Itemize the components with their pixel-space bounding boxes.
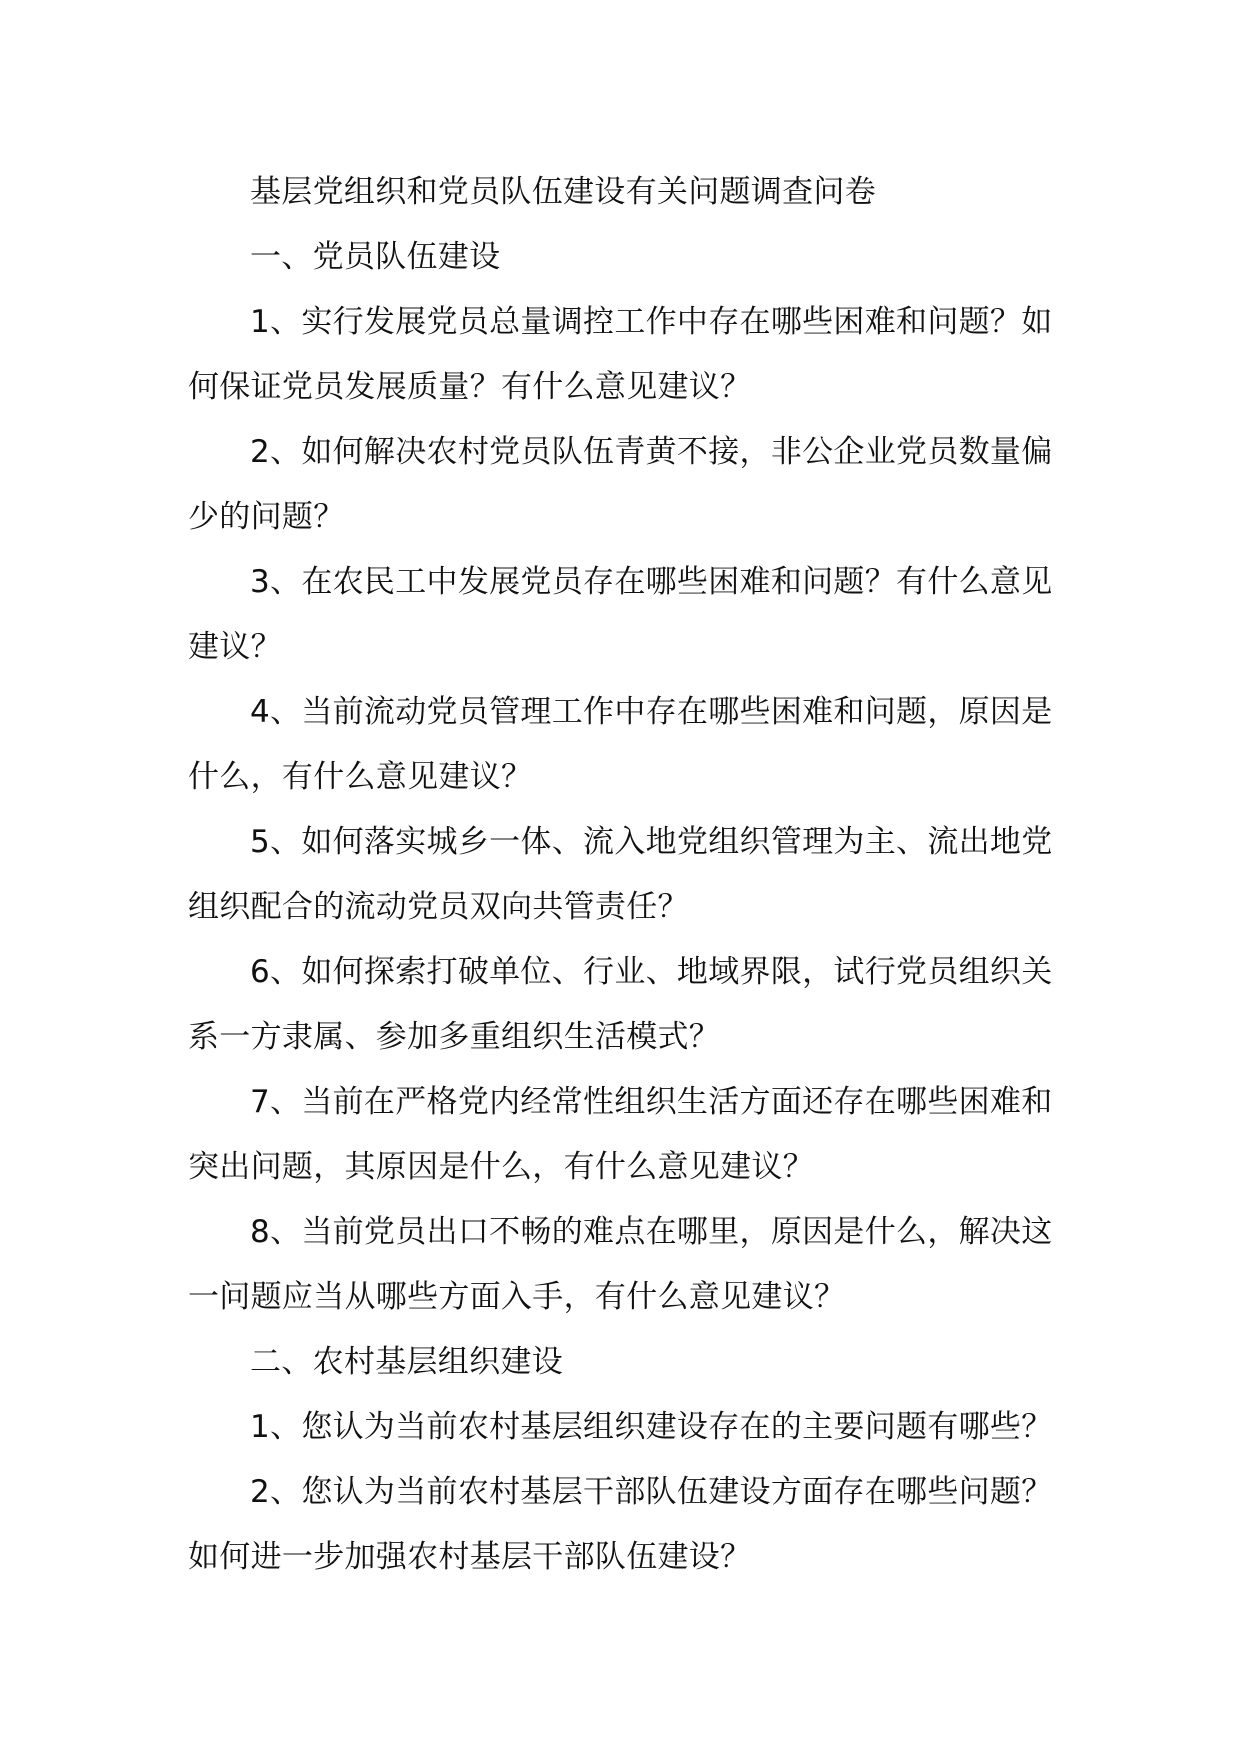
question-1-4: 4、当前流动党员管理工作中存在哪些困难和问题，原因是什么，有什么意见建议？ <box>188 694 1053 795</box>
section-heading-2: 二、农村基层组织建设 <box>250 1344 563 1380</box>
document-body <box>188 160 1066 1590</box>
question-1-2: 2、如何解决农村党员队伍青黄不接，非公企业党员数量偏少的问题？ <box>188 434 1053 535</box>
question-1-6: 6、如何探索打破单位、行业、地域界限，试行党员组织关系一方隶属、参加多重组织生活模式？ <box>188 954 1053 1055</box>
question-1-8: 8、当前党员出口不畅的难点在哪里，原因是什么，解决这一问题应当从哪些方面入手，有什么意见建议？ <box>188 1214 1053 1315</box>
document-title: 基层党组织和党员队伍建设有关问题调查问卷 <box>250 174 876 210</box>
question-1-1: 1、实行发展党员总量调控工作中存在哪些困难和问题？如何保证党员发展质量？有什么意见建议？ <box>188 304 1053 405</box>
question-1-3: 3、在农民工中发展党员存在哪些困难和问题？有什么意见建议？ <box>188 564 1053 665</box>
question-1-5: 5、如何落实城乡一体、流入地党组织管理为主、流出地党组织配合的流动党员双向共管责任？ <box>188 824 1053 925</box>
question-1-7: 7、当前在严格党内经常性组织生活方面还存在哪些困难和突出问题，其原因是什么，有什么意见建议？ <box>188 1084 1053 1185</box>
question-2-2: 2、您认为当前农村基层干部队伍建设方面存在哪些问题？如何进一步加强农村基层干部队伍建设？ <box>188 1474 1053 1575</box>
question-2-1: 1、您认为当前农村基层组织建设存在的主要问题有哪些？ <box>250 1409 1053 1445</box>
section-heading-1: 一、党员队伍建设 <box>250 239 501 275</box>
